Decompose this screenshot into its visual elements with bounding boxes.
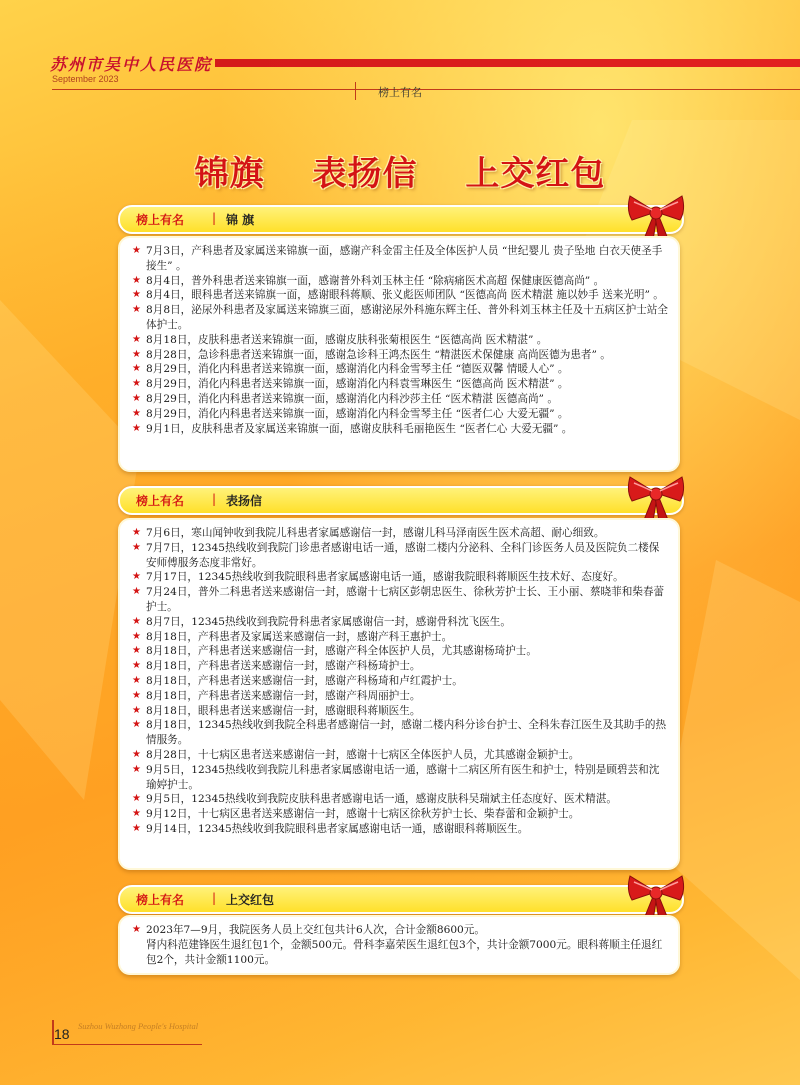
star-icon: ★ <box>132 422 141 434</box>
star-icon: ★ <box>132 348 141 360</box>
list-item: ★ 2023年7—9月，我院医务人员上交红包共计6人次，合计金额8600元。 <box>132 924 485 936</box>
list-item: ★ 8月4日，眼科患者送来锦旗一面，感谢眼科蒋顺、张义彪医师团队 “医德高尚 医术精湛 施以妙手 送来光明” 。 <box>132 289 664 302</box>
star-icon: ★ <box>132 748 141 760</box>
header-tick <box>355 82 356 100</box>
footer-divider <box>52 1044 202 1045</box>
star-icon: ★ <box>132 407 141 419</box>
star-icon: ★ <box>132 719 141 731</box>
list-item: ★ 8月18日，产科患者送来感谢信一封，感谢产科杨琦和卢红霞护士。 <box>132 674 463 687</box>
star-icon: ★ <box>132 304 141 316</box>
list-item: ★ 8月18日，产科患者送来感谢信一封，感谢产科周丽护士。 <box>132 689 421 702</box>
star-icon: ★ <box>132 363 141 375</box>
star-icon: ★ <box>132 645 141 657</box>
section-title: 锦 旗 <box>226 213 255 227</box>
list-item: ★ 7月17日，12345热线收到我院眼科患者家属感谢电话一通，感谢我院眼科蒋顺医生技术好、态度好。 <box>132 571 624 584</box>
awards-list <box>118 236 680 472</box>
section-tag: 榜上有名 <box>136 893 185 907</box>
red-envelope-summary <box>118 915 680 975</box>
star-icon: ★ <box>132 527 141 538</box>
list-item: ★ 8月29日，消化内科患者送来锦旗一面，感谢消化内科袁雪琳医生 “医德高尚 医术精湛” 。 <box>132 378 569 391</box>
section-title: 上交红包 <box>226 893 275 907</box>
hospital-english-name: Suzhou Wuzhong People's Hospital <box>78 1021 199 1031</box>
section-header-banner <box>118 486 684 515</box>
list-item: ★ 7月7日，12345热线收到我院门诊患者感谢电话一通，感谢二楼内分泌科、全科门诊医务人员及医院负二楼保安师傅服务态度非常好。 <box>132 541 660 569</box>
page-title: 锦旗 表扬信 上交红包 <box>194 154 606 194</box>
star-icon: ★ <box>132 571 141 583</box>
section-header-banner <box>118 885 684 914</box>
list-item: ★ 9月5日，12345热线收到我院儿科患者家属感谢电话一通，感谢十二病区所有医生和护士，特别是顾碧芸和沈瑜婷护士。 <box>132 763 660 791</box>
star-icon: ★ <box>132 924 141 935</box>
list-item: ★ 8月18日，产科患者送来感谢信一封，感谢产科全体医护人员，尤其感谢杨琦护士。 <box>132 645 537 658</box>
list-item: ★ 8月18日，皮肤科患者送来锦旗一面，感谢皮肤科张菊根医生 “医德高尚 医术精湛” 。 <box>132 333 548 346</box>
list-item: ★ 7月6日，寒山闻钟收到我院儿科患者家属感谢信一封，感谢儿科马泽南医生医术高超、耐心细致。 <box>132 527 605 539</box>
page-header <box>0 0 800 110</box>
star-icon: ★ <box>132 689 141 701</box>
hospital-logo-text: 苏州市吴中人民医院 <box>50 55 213 74</box>
section-title: 表扬信 <box>226 494 263 508</box>
list-item: ★ 9月5日，12345热线收到我院皮肤科患者感谢电话一通，感谢皮肤科吴瑞斌主任态度好、医术精湛。 <box>132 793 617 806</box>
star-icon: ★ <box>132 615 141 627</box>
star-icon: ★ <box>132 245 141 256</box>
star-icon: ★ <box>132 630 141 642</box>
star-icon: ★ <box>132 378 141 390</box>
list-item: ★ 8月29日，消化内科患者送来锦旗一面，感谢消化内科金雪琴主任 “医者仁心 大爱无疆” 。 <box>132 407 569 420</box>
section-separator: | <box>212 891 217 905</box>
star-icon: ★ <box>132 793 141 805</box>
list-item: ★ 8月29日，消化内科患者送来锦旗一面，感谢消化内科沙莎主任 “医术精湛 医德高尚” 。 <box>132 392 558 405</box>
list-item: ★ 7月3日，产科患者及家属送来锦旗一面，感谢产科金雷主任及全体医护人员 “世纪婴儿 贵子坠地 白衣天使圣手接生” 。 <box>132 245 663 272</box>
section-tag: 榜上有名 <box>136 494 185 508</box>
list-item: ★ 9月14日，12345热线收到我院眼科患者家属感谢电话一通，感谢眼科蒋顺医生。 <box>132 822 529 835</box>
star-icon: ★ <box>132 674 141 686</box>
section-tag: 榜上有名 <box>136 213 185 227</box>
list-item: ★ 8月18日，产科患者送来感谢信一封，感谢产科杨琦护士。 <box>132 660 421 673</box>
star-icon: ★ <box>132 289 141 301</box>
list-item: ★ 8月7日，12345热线收到我院骨科患者家属感谢信一封，感谢骨科沈飞医生。 <box>132 615 511 628</box>
page-number: 18 <box>54 1026 70 1042</box>
list-item: ★ 9月1日，皮肤科患者及家属送来锦旗一面，感谢皮肤科毛丽艳医生 “医者仁心 大爱无疆” 。 <box>132 422 573 435</box>
section-separator: | <box>212 211 217 225</box>
section-header-banner <box>118 205 684 234</box>
list-item: ★ 8月4日，普外科患者送来锦旗一面，感谢普外科刘玉林主任 “除病痛医术高超 保健康医德高尚” 。 <box>132 274 605 287</box>
star-icon: ★ <box>132 392 141 404</box>
praise-letters-list <box>118 518 680 870</box>
header-red-bar <box>215 59 800 67</box>
star-icon: ★ <box>132 763 141 775</box>
list-item: ★ 8月18日，12345热线收到我院全科患者感谢信一封，感谢二楼内科分诊台护士、全科朱春江医生及其助手的热情服务。 <box>132 719 667 747</box>
star-icon: ★ <box>132 808 141 820</box>
list-item: ★ 8月28日，急诊科患者送来锦旗一面，感谢急诊科王鸿杰医生 “精湛医术保健康 高尚医德为患者” 。 <box>132 348 611 361</box>
paragraph: 肾内科范建锋医生退红包1个，金额500元。骨科李嘉荣医生退红包3个，共计金额7000元。眼科蒋顺主任退红包2个，共计金额1100元。 <box>146 938 663 966</box>
star-icon: ★ <box>132 704 141 716</box>
list-item: ★ 7月24日，普外二科患者送来感谢信一封，感谢十七病区彭朝忠医生、徐秋芳护士长、王小丽、蔡晓菲和柴春蕾护士。 <box>132 586 665 613</box>
header-section-name: 榜上有名 <box>378 87 422 99</box>
section-separator: | <box>212 492 217 506</box>
star-icon: ★ <box>132 274 141 286</box>
list-item: ★ 8月8日，泌尿外科患者及家属送来锦旗三面，感谢泌尿外科施东辉主任、普外科刘玉林主任及十五病区护士站全体护士。 <box>132 304 668 331</box>
star-icon: ★ <box>132 660 141 672</box>
star-icon: ★ <box>132 586 141 598</box>
star-icon: ★ <box>132 822 141 834</box>
issue-date: September 2023 <box>52 74 119 84</box>
list-item: ★ 8月28日，十七病区患者送来感谢信一封，感谢十七病区全体医护人员，尤其感谢金颖护士。 <box>132 748 580 761</box>
star-icon: ★ <box>132 541 141 553</box>
list-item: ★ 8月18日，眼科患者送来感谢信一封，感谢眼科蒋顺医生。 <box>132 704 421 717</box>
header-divider <box>52 89 800 90</box>
list-item: ★ 9月12日，十七病区患者送来感谢信一封，感谢十七病区徐秋芳护士长、柴春蕾和金颖护士。 <box>132 808 580 821</box>
list-item: ★ 8月29日，消化内科患者送来锦旗一面，感谢消化内科金雪琴主任 “德医双馨 情暖人心” 。 <box>132 363 569 376</box>
star-icon: ★ <box>132 333 141 345</box>
list-item: ★ 8月18日，产科患者及家属送来感谢信一封，感谢产科王惠护士。 <box>132 630 453 643</box>
